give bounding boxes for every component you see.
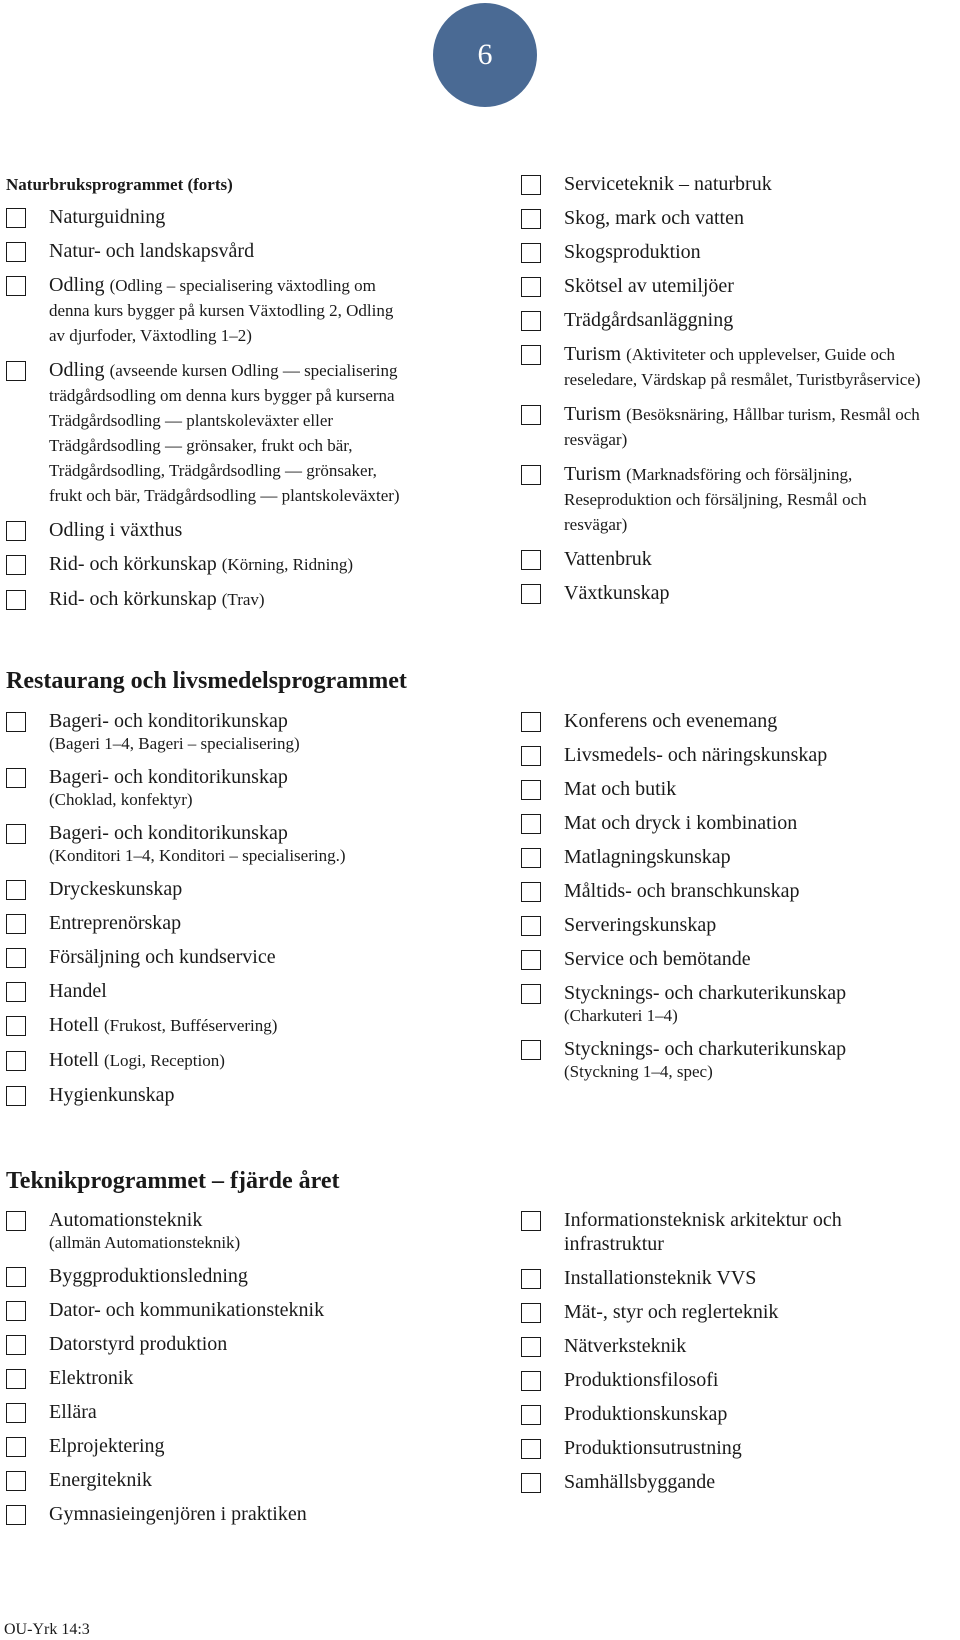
course-name: Måltids- och branschkunskap	[564, 880, 800, 902]
course-item	[521, 709, 921, 733]
course-label	[49, 1083, 406, 1107]
course-note: (Frukost, Bufféservering)	[104, 1016, 278, 1035]
teknik-right-column	[521, 1208, 921, 1504]
course-label	[49, 239, 406, 263]
course-checkbox[interactable]	[521, 345, 541, 365]
teknik-heading: Teknikprogrammet – fjärde året	[6, 1168, 340, 1194]
course-checkbox[interactable]	[6, 361, 26, 381]
course-item	[521, 913, 921, 937]
course-item	[521, 240, 921, 264]
course-label	[564, 274, 921, 298]
course-name: Dryckeskunskap	[49, 878, 183, 900]
course-name: Konferens och evenemang	[564, 710, 778, 732]
course-label	[564, 1368, 921, 1392]
course-label	[49, 273, 406, 348]
course-name: Rid- och körkunskap	[49, 588, 217, 610]
course-subnote: (Choklad, konfektyr)	[49, 790, 193, 809]
course-name: Vattenbruk	[564, 548, 652, 570]
course-item	[6, 1468, 406, 1492]
course-label	[49, 1332, 406, 1356]
course-checkbox[interactable]	[521, 1405, 541, 1425]
course-item	[521, 1436, 921, 1460]
course-label	[564, 709, 921, 733]
course-item	[6, 1208, 406, 1254]
course-item	[6, 1264, 406, 1288]
course-label	[49, 1013, 406, 1038]
course-name: Produktionskunskap	[564, 1403, 728, 1425]
course-checkbox[interactable]	[6, 768, 26, 788]
course-name: Handel	[49, 980, 107, 1002]
course-name: Matlagningskunskap	[564, 846, 731, 868]
course-name: Service och bemötande	[564, 948, 751, 970]
course-name: Turism	[564, 343, 622, 365]
course-checkbox[interactable]	[6, 590, 26, 610]
course-label	[49, 1208, 406, 1232]
course-item	[6, 273, 406, 348]
course-checkbox[interactable]	[521, 1473, 541, 1493]
course-label	[49, 1400, 406, 1424]
course-checkbox[interactable]	[6, 1301, 26, 1321]
course-item	[6, 552, 406, 577]
course-label	[564, 581, 921, 605]
course-name: Energiteknik	[49, 1469, 152, 1491]
course-label	[564, 981, 921, 1005]
course-name: Stycknings- och charkuterikunskap	[564, 982, 847, 1004]
course-item	[6, 1332, 406, 1356]
course-label	[49, 1366, 406, 1390]
course-label	[564, 845, 921, 869]
course-note: (Aktiviteter och upplevelser, Guide och reseledare, Värdskap på resmålet, Turistbyråservice)	[564, 345, 921, 389]
course-item	[6, 1013, 406, 1038]
course-label	[564, 913, 921, 937]
course-name: Dator- och kommunikationsteknik	[49, 1299, 325, 1321]
course-item	[6, 239, 406, 263]
course-label	[49, 1264, 406, 1288]
course-item	[521, 981, 921, 1027]
course-name: Hygienkunskap	[49, 1084, 175, 1106]
course-label	[49, 765, 406, 789]
course-checkbox[interactable]	[6, 824, 26, 844]
course-note: (Trav)	[221, 590, 265, 609]
course-name: Skogsproduktion	[564, 241, 701, 263]
course-checkbox[interactable]	[521, 175, 541, 195]
course-label	[49, 911, 406, 935]
course-item	[521, 402, 921, 452]
course-checkbox[interactable]	[6, 1267, 26, 1287]
course-name: Bageri- och konditorikunskap	[49, 766, 288, 788]
restaurang-right-column	[521, 709, 921, 1093]
course-item	[521, 1470, 921, 1494]
course-name: Odling	[49, 359, 105, 381]
course-checkbox[interactable]	[6, 555, 26, 575]
naturbruk-left-column	[6, 205, 406, 622]
course-label	[49, 552, 406, 577]
course-note: (Marknadsföring och försäljning, Reseproduktion och försäljning, Resmål och resvägar)	[564, 465, 867, 534]
course-name: Serveringskunskap	[564, 914, 717, 936]
course-name: Bageri- och konditorikunskap	[49, 710, 288, 732]
course-name: Mat och butik	[564, 778, 677, 800]
course-subnote: (Charkuteri 1–4)	[564, 1006, 678, 1025]
course-checkbox[interactable]	[6, 1211, 26, 1231]
course-label	[564, 1402, 921, 1426]
course-item	[6, 1048, 406, 1073]
course-checkbox[interactable]	[6, 914, 26, 934]
course-checkbox[interactable]	[6, 880, 26, 900]
course-item	[6, 205, 406, 229]
course-label	[564, 1470, 921, 1494]
course-checkbox[interactable]	[521, 550, 541, 570]
course-label	[564, 240, 921, 264]
course-item	[6, 587, 406, 612]
course-name: Skog, mark och vatten	[564, 207, 744, 229]
course-note: (avseende kursen Odling — specialisering trädgårdsodling om denna kurs bygger på kurserna Trädgårdsodling — plantskoleväxter eller Trädgårdsodling — grönsaker, frukt och bär, Trädgårdsodling, Trädgårdsodling — grönsaker, frukt och bär, Trädgårdsodling — plantskoleväxter)	[49, 361, 400, 505]
course-name: Stycknings- och charkuterikunskap	[564, 1038, 847, 1060]
course-label	[49, 1502, 406, 1526]
course-item	[6, 1434, 406, 1458]
course-checkbox[interactable]	[521, 1439, 541, 1459]
course-label	[564, 879, 921, 903]
course-name: Naturguidning	[49, 206, 166, 228]
course-label	[49, 1048, 406, 1073]
course-item	[6, 821, 406, 867]
course-label	[49, 587, 406, 612]
course-subnote: (allmän Automationsteknik)	[49, 1233, 241, 1252]
course-checkbox[interactable]	[6, 1403, 26, 1423]
course-name: Gymnasieingenjören i praktiken	[49, 1503, 307, 1525]
course-item	[521, 1037, 921, 1083]
course-checkbox[interactable]	[521, 780, 541, 800]
course-item	[6, 1298, 406, 1322]
course-item	[521, 845, 921, 869]
course-subnote: (Styckning 1–4, spec)	[564, 1062, 713, 1081]
course-item	[6, 1366, 406, 1390]
course-item	[6, 911, 406, 935]
course-note: (Odling – specialisering växtodling om denna kurs bygger på kursen Växtodling 2, Odling av djurfoder, Växtodling 1–2)	[49, 276, 394, 345]
course-name: Hotell	[49, 1049, 99, 1071]
footer-code: OU-Yrk 14:3	[4, 1621, 90, 1638]
course-item	[521, 1300, 921, 1324]
course-name: Trädgårdsanläggning	[564, 309, 734, 331]
course-checkbox[interactable]	[521, 405, 541, 425]
course-checkbox[interactable]	[521, 712, 541, 732]
course-item	[6, 765, 406, 811]
course-checkbox[interactable]	[6, 208, 26, 228]
course-label	[564, 1208, 921, 1256]
course-checkbox[interactable]	[6, 521, 26, 541]
course-checkbox[interactable]	[521, 243, 541, 263]
course-label	[564, 1334, 921, 1358]
course-name: Livsmedels- och näringskunskap	[564, 744, 828, 766]
course-name: Ellära	[49, 1401, 97, 1423]
course-checkbox[interactable]	[6, 1437, 26, 1457]
course-checkbox[interactable]	[521, 1269, 541, 1289]
course-checkbox[interactable]	[6, 242, 26, 262]
course-item	[6, 945, 406, 969]
course-checkbox[interactable]	[521, 1371, 541, 1391]
course-label	[564, 462, 921, 537]
course-item	[6, 1502, 406, 1526]
course-label	[49, 205, 406, 229]
course-name: Elprojektering	[49, 1435, 165, 1457]
course-name: Datorstyrd produktion	[49, 1333, 228, 1355]
course-note: (Logi, Reception)	[104, 1051, 225, 1070]
course-label	[49, 709, 406, 733]
course-name: Natur- och landskapsvård	[49, 240, 255, 262]
course-item	[521, 462, 921, 537]
course-label	[564, 1436, 921, 1460]
course-item	[521, 1266, 921, 1290]
course-label	[564, 308, 921, 332]
course-item	[6, 518, 406, 542]
course-item	[521, 172, 921, 196]
course-item	[6, 979, 406, 1003]
course-item	[6, 1083, 406, 1107]
course-name: Samhällsbyggande	[564, 1471, 716, 1493]
course-name: Växtkunskap	[564, 582, 670, 604]
course-checkbox[interactable]	[6, 1086, 26, 1106]
teknik-left-column	[6, 1208, 406, 1536]
course-label	[49, 877, 406, 901]
course-subnote: (Konditori 1–4, Konditori – specialisering.)	[49, 846, 346, 865]
course-label	[564, 1266, 921, 1290]
course-name: Rid- och körkunskap	[49, 553, 217, 575]
course-label	[564, 743, 921, 767]
course-item	[521, 1208, 921, 1256]
course-item	[6, 877, 406, 901]
course-item	[6, 1400, 406, 1424]
course-checkbox[interactable]	[521, 1303, 541, 1323]
course-checkbox[interactable]	[521, 1211, 541, 1231]
course-item	[521, 947, 921, 971]
course-note: (Besöksnäring, Hållbar turism, Resmål och resvägar)	[564, 405, 920, 449]
course-name: Hotell	[49, 1014, 99, 1036]
course-note: (Körning, Ridning)	[221, 555, 354, 574]
course-name: Odling	[49, 274, 105, 296]
course-checkbox[interactable]	[521, 746, 541, 766]
restaurang-left-column	[6, 709, 406, 1117]
course-label	[564, 947, 921, 971]
course-item	[521, 1402, 921, 1426]
course-label	[49, 945, 406, 969]
course-label	[49, 979, 406, 1003]
course-checkbox[interactable]	[521, 311, 541, 331]
course-checkbox[interactable]	[521, 465, 541, 485]
course-item	[521, 342, 921, 392]
course-name: Informationsteknisk arkitektur och infrastruktur	[564, 1209, 842, 1255]
course-item	[521, 743, 921, 767]
course-label	[564, 811, 921, 835]
course-checkbox[interactable]	[521, 916, 541, 936]
course-checkbox[interactable]	[6, 276, 26, 296]
course-item	[521, 777, 921, 801]
course-name: Mat och dryck i kombination	[564, 812, 798, 834]
course-checkbox[interactable]	[6, 982, 26, 1002]
course-name: Automationsteknik	[49, 1209, 203, 1231]
course-name: Skötsel av utemiljöer	[564, 275, 734, 297]
course-label	[564, 777, 921, 801]
course-label	[49, 1298, 406, 1322]
course-checkbox[interactable]	[521, 848, 541, 868]
course-subnote: (Bageri 1–4, Bageri – specialisering)	[49, 734, 300, 753]
course-item	[521, 581, 921, 605]
course-label	[564, 402, 921, 452]
course-item	[521, 206, 921, 230]
course-item	[521, 1368, 921, 1392]
course-item	[521, 308, 921, 332]
course-label	[49, 518, 406, 542]
course-name: Serviceteknik – naturbruk	[564, 173, 772, 195]
course-name: Försäljning och kundservice	[49, 946, 276, 968]
course-label	[49, 1468, 406, 1492]
course-name: Elektronik	[49, 1367, 134, 1389]
course-checkbox[interactable]	[6, 1505, 26, 1525]
course-checkbox[interactable]	[521, 584, 541, 604]
naturbruk-right-column	[521, 172, 921, 615]
naturbruk-heading: Naturbruksprogrammet (forts)	[6, 175, 233, 194]
course-name: Odling i växthus	[49, 519, 183, 541]
course-checkbox[interactable]	[6, 1335, 26, 1355]
course-name: Bageri- och konditorikunskap	[49, 822, 288, 844]
course-label	[49, 358, 406, 508]
course-checkbox[interactable]	[6, 1051, 26, 1071]
course-checkbox[interactable]	[521, 1337, 541, 1357]
course-checkbox[interactable]	[6, 1369, 26, 1389]
course-item	[521, 879, 921, 903]
course-label	[564, 172, 921, 196]
course-label	[49, 1434, 406, 1458]
course-item	[521, 1334, 921, 1358]
course-name: Installationsteknik VVS	[564, 1267, 757, 1289]
course-checkbox[interactable]	[521, 882, 541, 902]
course-item	[6, 709, 406, 755]
course-item	[521, 547, 921, 571]
course-name: Turism	[564, 403, 622, 425]
course-checkbox[interactable]	[521, 950, 541, 970]
course-checkbox[interactable]	[521, 984, 541, 1004]
course-label	[564, 1300, 921, 1324]
course-label	[564, 547, 921, 571]
course-checkbox[interactable]	[6, 712, 26, 732]
course-checkbox[interactable]	[521, 814, 541, 834]
course-label	[49, 821, 406, 845]
course-item	[521, 274, 921, 298]
course-checkbox[interactable]	[521, 1040, 541, 1060]
restaurang-heading: Restaurang och livsmedelsprogrammet	[6, 668, 407, 694]
course-item	[6, 358, 406, 508]
course-checkbox[interactable]	[521, 277, 541, 297]
course-name: Produktionsfilosofi	[564, 1369, 719, 1391]
course-name: Entreprenörskap	[49, 912, 182, 934]
course-checkbox[interactable]	[521, 209, 541, 229]
page-number-badge: 6	[433, 3, 537, 107]
course-name: Produktionsutrustning	[564, 1437, 742, 1459]
course-checkbox[interactable]	[6, 1471, 26, 1491]
course-label	[564, 342, 921, 392]
course-label	[564, 206, 921, 230]
course-name: Nätverksteknik	[564, 1335, 687, 1357]
course-label	[564, 1037, 921, 1061]
course-name: Turism	[564, 463, 622, 485]
course-checkbox[interactable]	[6, 948, 26, 968]
course-item	[521, 811, 921, 835]
course-checkbox[interactable]	[6, 1016, 26, 1036]
course-name: Byggproduktionsledning	[49, 1265, 248, 1287]
course-name: Mät-, styr och reglerteknik	[564, 1301, 779, 1323]
